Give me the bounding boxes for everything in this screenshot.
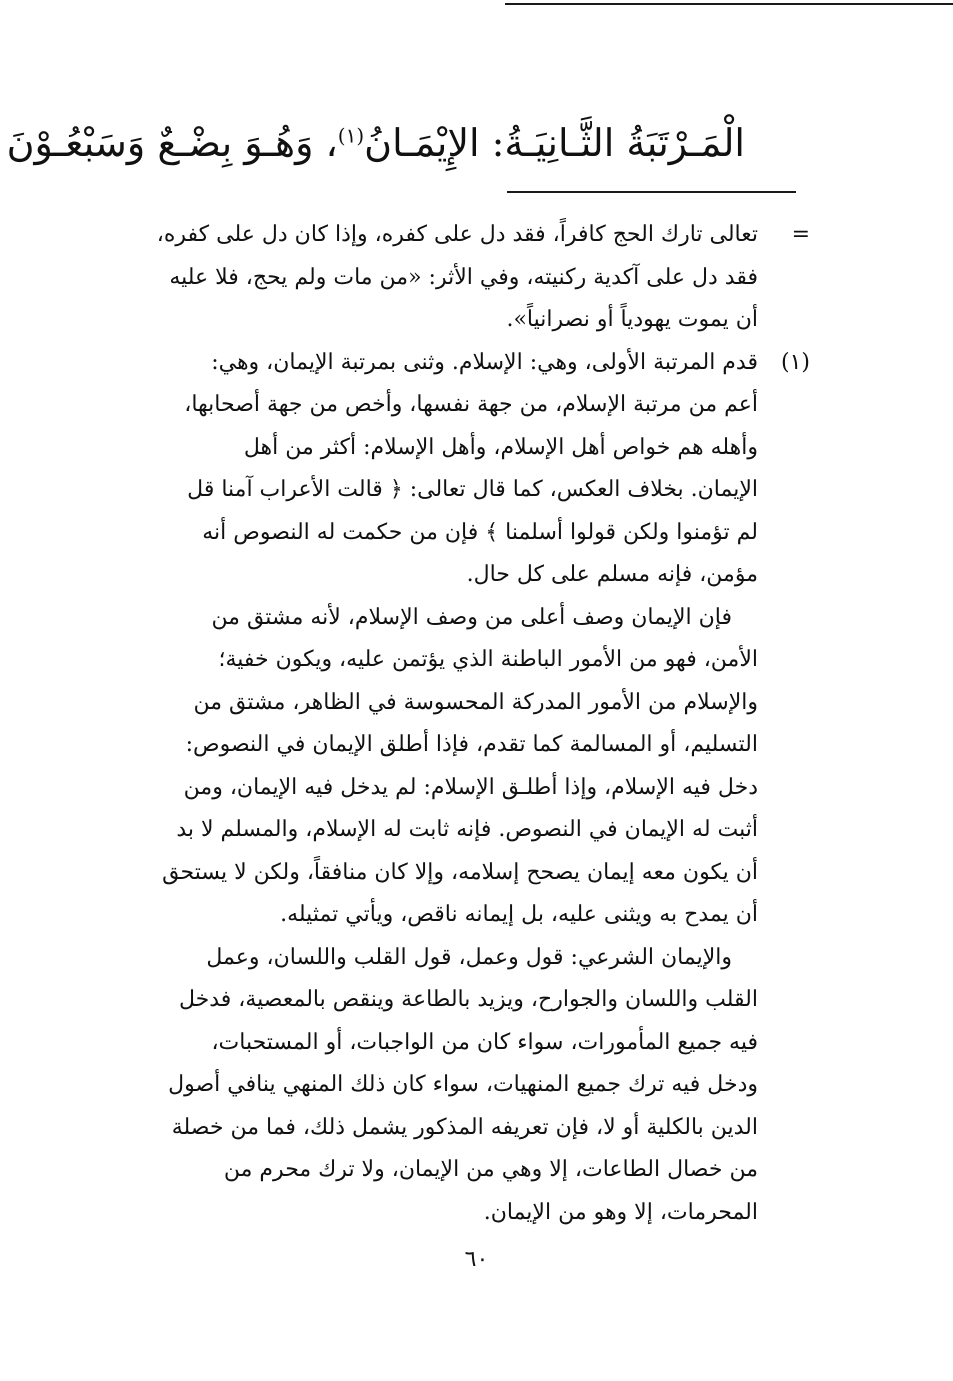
footnotes-section <box>100 214 810 1234</box>
continuation-marker: = <box>791 222 810 247</box>
heading-text-start: الْمَـرْتَبَةُ الثَّـانِيَـةُ: الإِيْمَـانُ <box>364 121 745 165</box>
footnote-line: فيه جميع المأمورات، سواء كان من الواجبات، أو المستحبات، <box>211 1029 758 1055</box>
footnote-line: دخل فيه الإسلام، وإذا أطلـق الإسلام: لم يدخل فيه الإيمان، ومن <box>183 774 758 800</box>
footnote-line: أن يكون معه إيمان يصحح إسلامه، وإلا كان منافقاً، ولكن لا يستحق <box>162 859 758 885</box>
footnote-line: تعالى تارك الحج كافراً، فقد دل على كفره، وإذا كان دل على كفره، <box>156 222 758 247</box>
footnote-1-paragraph-2 <box>100 597 810 937</box>
footnote-continuation <box>100 214 810 342</box>
footnote-line: والإسلام من الأمور المدركة المحسوسة في الظاهر، مشتق من <box>193 689 758 715</box>
footnote-line: القلب واللسان والجوارح، ويزيد بالطاعة وينقص بالمعصية، فدخل <box>178 987 758 1012</box>
footnote-1-marker: (١) <box>780 349 810 375</box>
top-rule <box>505 3 953 5</box>
footnote-line: وأهله هم خواص أهل الإسلام، وأهل الإسلام: أكثر من أهل <box>243 434 758 460</box>
page-number: ٦٠ <box>464 1247 489 1272</box>
footnote-line: الأمن، فهو من الأمور الباطنة الذي يؤتمن عليه، ويكون خفية؛ <box>218 647 758 672</box>
footnote-line: أن يمدح به ويثنى عليه، بل إيمانه ناقص، ويأتي تمثيله. <box>280 902 758 927</box>
footnote-1-paragraph-3 <box>100 937 810 1235</box>
footnote-line: المحرمات، إلا وهو من الإيمان. <box>483 1199 758 1225</box>
footnote-line: التسليم، أو المسالمة كما تقدم، فإذا أطلق الإيمان في النصوص: <box>185 732 758 757</box>
footnote-line: والإيمان الشرعي: قول وعمل، قول القلب واللسان، وعمل <box>206 944 732 970</box>
footnote-line: الدين بالكلية أو لا، فإن تعريفه المذكور يشمل ذلك، فما من خصلة <box>171 1114 758 1140</box>
footnote-line: قدم المرتبة الأولى، وهي: الإسلام. وثنى بمرتبة الإيمان، وهي: <box>211 349 758 375</box>
heading-footnote-ref: (١) <box>337 123 365 148</box>
footnote-divider <box>507 191 796 193</box>
footnote-line: لم تؤمنوا ولكن قولوا أسلمنا ﴾ فإن من حكمت له النصوص أنه <box>202 519 758 545</box>
page-heading <box>6 108 745 178</box>
footnote-line: أثبت له الإيمان في النصوص. فإنه ثابت له الإسلام، والمسلم لا بد <box>176 817 758 842</box>
footnote-1 <box>100 342 810 597</box>
footnote-line: أعم من مرتبة الإسلام، من جهة نفسها، وأخص من جهة أصحابها، <box>184 392 758 417</box>
footnote-line: الإيمان. بخلاف العكس، كما قال تعالى: ﴿ قالت الأعراب آمنا قل <box>187 477 758 502</box>
heading-text-end: ، وَهُـوَ بِضْـعٌ وَسَبْعُـوْنَ <box>6 121 338 165</box>
footnote-line: مؤمن، فإنه مسلم على كل حال. <box>466 562 758 587</box>
footnote-line: فقد دل على آكدية ركنيته، وفي الأثر: «من مات ولم يحج، فلا عليه <box>169 264 758 290</box>
footnote-line: ودخل فيه ترك جميع المنهيات، سواء كان ذلك المنهي ينافي أصول <box>168 1072 758 1097</box>
footnote-line: أن يموت يهودياً أو نصرانياً». <box>506 307 758 332</box>
footnote-line: فإن الإيمان وصف أعلى من وصف الإسلام، لأنه مشتق من <box>211 604 732 630</box>
footnote-line: من خصال الطاعات، إلا وهي من الإيمان، ولا ترك محرم من <box>223 1157 758 1182</box>
